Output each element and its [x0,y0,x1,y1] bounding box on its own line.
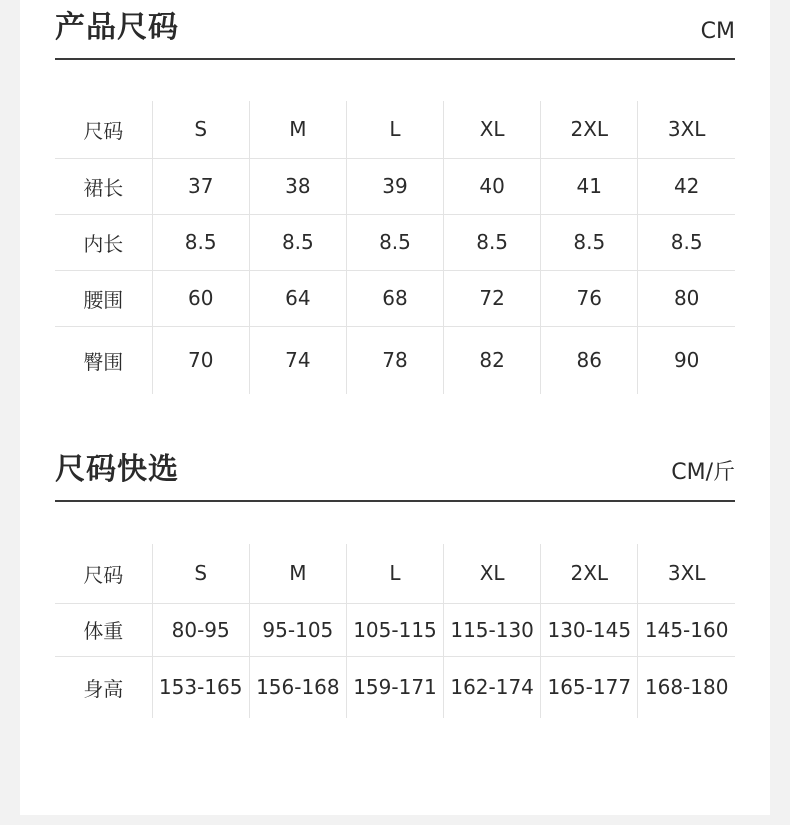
table-cell: 70 [152,326,249,394]
table-cell: 8.5 [638,214,735,270]
product-size-unit: CM [700,19,735,44]
row-label: 身高 [83,676,124,701]
table-cell: 162-174 [444,656,541,718]
header-cell: 尺码 [55,101,152,158]
quick-pick-unit: CM/斤 [671,460,735,485]
table-cell: 78 [346,326,443,394]
table-header-row [55,101,735,158]
table-cell: 40 [444,158,541,214]
header-cell: L [346,544,443,603]
row-label: 裙长 [55,158,152,214]
row-label: 腰围 [55,270,152,326]
product-size-title: 产品尺码 [55,10,179,45]
table-cell: 72 [444,270,541,326]
header-cell: S [152,544,249,603]
table-cell: 41 [541,158,638,214]
table-row [55,158,735,214]
table-cell: 37 [152,158,249,214]
quick-pick-title: 尺码快选 [55,452,179,487]
table-cell: 42 [638,158,735,214]
table-row [55,270,735,326]
quick-pick-header [55,440,735,502]
table-cell: 82 [444,326,541,394]
table-cell: 76 [541,270,638,326]
table-cell: 80-95 [152,603,249,656]
table-cell: 165-177 [541,656,638,718]
table-row [55,214,735,270]
header-cell: 2XL [541,101,638,158]
table-header-row [55,544,735,603]
table-cell: 64 [249,270,346,326]
header-cell: M [249,544,346,603]
table-row [55,656,735,718]
table-cell: 95-105 [249,603,346,656]
table-cell: 115-130 [444,603,541,656]
header-cell: XL [444,544,541,603]
product-size-table [55,101,735,394]
header-cell: L [346,101,443,158]
row-label: 内长 [55,214,152,270]
row-label: 臀围 [83,349,124,374]
table-cell: 130-145 [541,603,638,656]
table-cell: 159-171 [346,656,443,718]
table-cell: 8.5 [444,214,541,270]
table-row [55,326,735,394]
table-cell: 156-168 [249,656,346,718]
product-size-header [55,0,735,60]
table-cell: 39 [346,158,443,214]
table-cell: 153-165 [152,656,249,718]
table-row [55,603,735,656]
table-cell: 38 [249,158,346,214]
table-cell: 8.5 [346,214,443,270]
header-cell: 2XL [541,544,638,603]
table-cell: 74 [249,326,346,394]
table-cell: 105-115 [346,603,443,656]
table-cell: 8.5 [249,214,346,270]
table-cell: 86 [541,326,638,394]
table-cell: 168-180 [638,656,735,718]
table-cell: 8.5 [541,214,638,270]
table-cell: 60 [152,270,249,326]
table-cell: 68 [346,270,443,326]
header-cell: S [152,101,249,158]
header-cell: 3XL [638,544,735,603]
table-cell: 90 [638,326,735,394]
header-cell: M [249,101,346,158]
header-cell: XL [444,101,541,158]
header-cell: 尺码 [55,544,152,603]
row-label: 体重 [55,603,152,656]
table-cell: 8.5 [152,214,249,270]
table-cell: 80 [638,270,735,326]
quick-pick-table [55,544,735,718]
header-cell: 3XL [638,101,735,158]
table-cell: 145-160 [638,603,735,656]
